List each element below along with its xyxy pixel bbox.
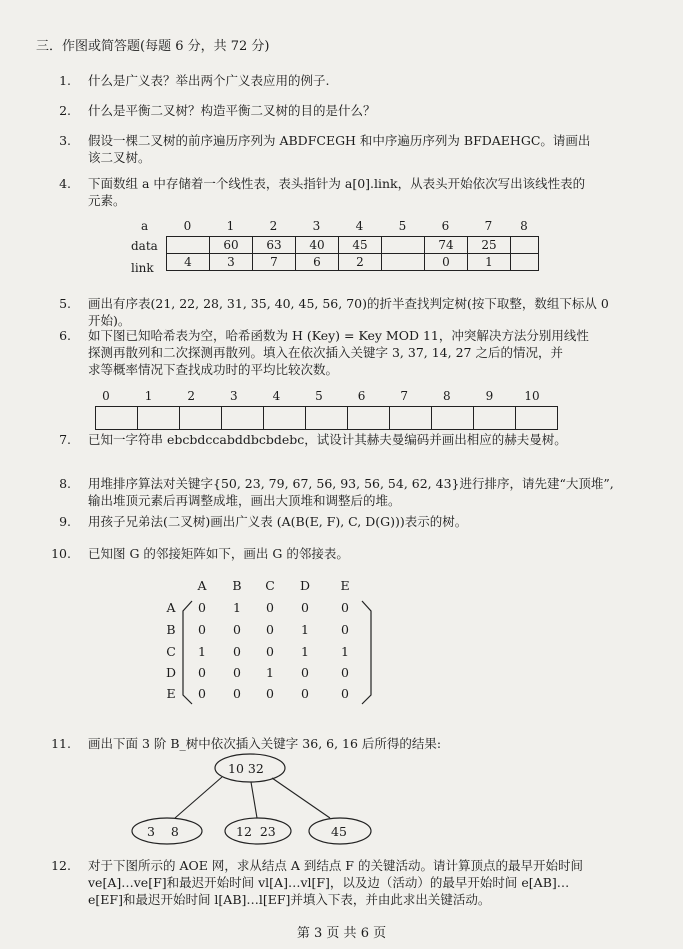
array-cell: 40	[296, 237, 339, 254]
question-text: 已知一字符串 ebcbdccabddbcbdebc，试设计其赫夫曼编码并画出相应的赫夫曼树。	[88, 432, 567, 447]
matrix-cell: 0	[266, 600, 274, 615]
hash-index: 9	[485, 389, 494, 403]
matrix-cell: 1	[198, 644, 206, 659]
matrix-cell: 1	[341, 644, 349, 659]
question-text: 用堆排序算法对关键字{50, 23, 79, 67, 56, 93, 56, 54, 62, 43}进行排序，请先建“大顶堆”,	[88, 476, 614, 491]
array-index: 1	[226, 219, 235, 233]
array-index: 0	[183, 219, 192, 233]
array-cell: 4	[167, 254, 210, 271]
array-index: 7	[484, 219, 493, 233]
question-text: 画出下面 3 阶 B_树中依次插入关键字 36, 6, 16 后所得的结果:	[88, 736, 442, 751]
matrix-cell: 1	[233, 600, 241, 615]
hash-index: 8	[442, 389, 451, 403]
array-index: 2	[269, 219, 278, 233]
array-cell: 25	[468, 237, 511, 254]
question-number: 12.	[51, 858, 71, 873]
question-number: 2.	[59, 103, 71, 118]
matrix-cell: 0	[198, 600, 206, 615]
question-text: 开始)。	[88, 313, 131, 328]
array-header-label: a	[141, 219, 149, 233]
matrix-col-label: B	[232, 578, 242, 593]
question-text: 什么是平衡二叉树？构造平衡二叉树的目的是什么？	[88, 103, 376, 118]
array-index: 3	[312, 219, 321, 233]
question-text: 求等概率情况下查找成功时的平均比较次数。	[88, 362, 339, 377]
matrix-cell: 1	[266, 665, 274, 680]
array-cell: 0	[425, 254, 468, 271]
matrix-row-label: C	[166, 644, 176, 659]
question-text: 对于下图所示的 AOE 网，求从结点 A 到结点 F 的关键活动。请计算顶点的最早开始时间	[88, 858, 583, 873]
question-text: 元素。	[88, 193, 126, 208]
question-number: 7.	[59, 432, 71, 447]
array-cell: 6	[296, 254, 339, 271]
matrix-cell: 0	[198, 686, 206, 701]
matrix-col-label: A	[197, 578, 207, 593]
array-index: 6	[441, 219, 450, 233]
matrix-cell: 0	[266, 686, 274, 701]
btree-root-label: 10 32	[228, 761, 264, 776]
question-number: 10.	[51, 546, 71, 561]
array-cell: 45	[339, 237, 382, 254]
matrix-cell: 0	[233, 665, 241, 680]
question-number: 11.	[51, 736, 71, 751]
question-text: 用孩子兄弟法(二叉树)画出广义表 (A(B(E, F), C, D(G)))表示的树。	[88, 514, 468, 529]
btree-child-label: 45	[331, 824, 347, 839]
question-number: 9.	[59, 514, 71, 529]
question-text: 该二叉树。	[88, 150, 151, 165]
question-number: 8.	[59, 476, 71, 491]
array-cell: 74	[425, 237, 468, 254]
array-data-label: data	[131, 239, 158, 253]
matrix-row-label: B	[166, 622, 176, 637]
section-title: 三．作图或简答题(每题 6 分，共 72 分)	[36, 39, 270, 54]
matrix-cell: 0	[233, 644, 241, 659]
matrix-cell: 0	[233, 686, 241, 701]
matrix-cell: 0	[341, 665, 349, 680]
hash-index: 7	[400, 389, 408, 403]
matrix-row-label: A	[166, 600, 176, 615]
btree-child-label: 3 8	[147, 824, 179, 839]
matrix-cell: 0	[266, 644, 274, 659]
question-text: 假设一棵二叉树的前序遍历序列为 ABDFCEGH 和中序遍历序列为 BFDAEHGC。请画出	[88, 133, 591, 148]
matrix-cell: 0	[341, 600, 349, 615]
question-text: 探测再散列和二次探测再散列。填入在依次插入关键字 3, 37, 14, 27 之后的情况，并	[88, 345, 563, 360]
hash-index: 1	[144, 389, 153, 403]
question-text: 如下图已知哈希表为空，哈希函数为 H (Key) = Key MOD 11，冲突解决方法分别用线性	[88, 328, 589, 343]
matrix-col-label: C	[265, 578, 275, 593]
array-link-label: link	[131, 261, 154, 275]
matrix-cell: 0	[301, 686, 309, 701]
hash-index: 0	[102, 389, 110, 403]
matrix-cell: 0	[341, 686, 349, 701]
matrix-col-label: D	[299, 578, 311, 593]
hash-index: 10	[524, 389, 540, 403]
btree-child-label: 12 23	[236, 824, 276, 839]
array-cell: 1	[468, 254, 511, 271]
hash-index: 5	[315, 389, 323, 403]
matrix-cell: 0	[266, 622, 274, 637]
hash-index: 4	[272, 389, 281, 403]
matrix-cell: 0	[341, 622, 349, 637]
question-text: 画出有序表(21, 22, 28, 31, 35, 40, 45, 56, 70)的折半查找判定树(按下取整，数组下标从 0	[88, 296, 609, 311]
question-number: 5.	[59, 296, 71, 311]
hash-index: 6	[357, 389, 366, 403]
matrix-col-label: E	[340, 578, 350, 593]
matrix-cell: 0	[233, 622, 241, 637]
question-number: 3.	[59, 133, 71, 148]
array-index: 4	[355, 219, 364, 233]
array-cell: 7	[253, 254, 296, 271]
array-index: 5	[398, 219, 407, 233]
matrix-cell: 1	[301, 644, 309, 659]
page-footer: 第 3 页 共 6 页	[296, 926, 387, 941]
matrix-row-label: E	[166, 686, 176, 701]
array-cell: 60	[210, 237, 253, 254]
question-text: 什么是广义表？举出两个广义表应用的例子.	[88, 73, 330, 88]
question-number: 6.	[59, 328, 71, 343]
matrix-cell: 0	[198, 665, 206, 680]
matrix-cell: 0	[301, 600, 309, 615]
matrix-cell: 1	[301, 622, 309, 637]
question-text: e[EF]和最迟开始时间 l[AB]…l[EF]并填入下表，并由此求出关键活动。	[88, 892, 491, 907]
question-text: 下面数组 a 中存储着一个线性表，表头指针为 a[0].link，从表头开始依次写出该线性表的	[88, 176, 586, 191]
hash-index: 3	[229, 389, 238, 403]
array-cell: 2	[339, 254, 382, 271]
array-index: 8	[520, 219, 528, 233]
matrix-row-label: D	[165, 665, 177, 680]
question-number: 1.	[59, 73, 71, 88]
question-number: 4.	[59, 176, 71, 191]
matrix-cell: 0	[301, 665, 309, 680]
array-cell: 63	[253, 237, 296, 254]
matrix-cell: 0	[198, 622, 206, 637]
question-text: ve[A]…ve[F]和最迟开始时间 vl[A]…vl[F]，以及边（活动）的最早开始时间 e[AB]…	[88, 875, 570, 890]
array-cell: 3	[210, 254, 253, 271]
hash-index: 2	[187, 389, 195, 403]
question-text: 已知图 G 的邻接矩阵如下，画出 G 的邻接表。	[88, 546, 349, 561]
question-text: 输出堆顶元素后再调整成堆，画出大顶堆和调整后的堆。	[88, 493, 401, 508]
